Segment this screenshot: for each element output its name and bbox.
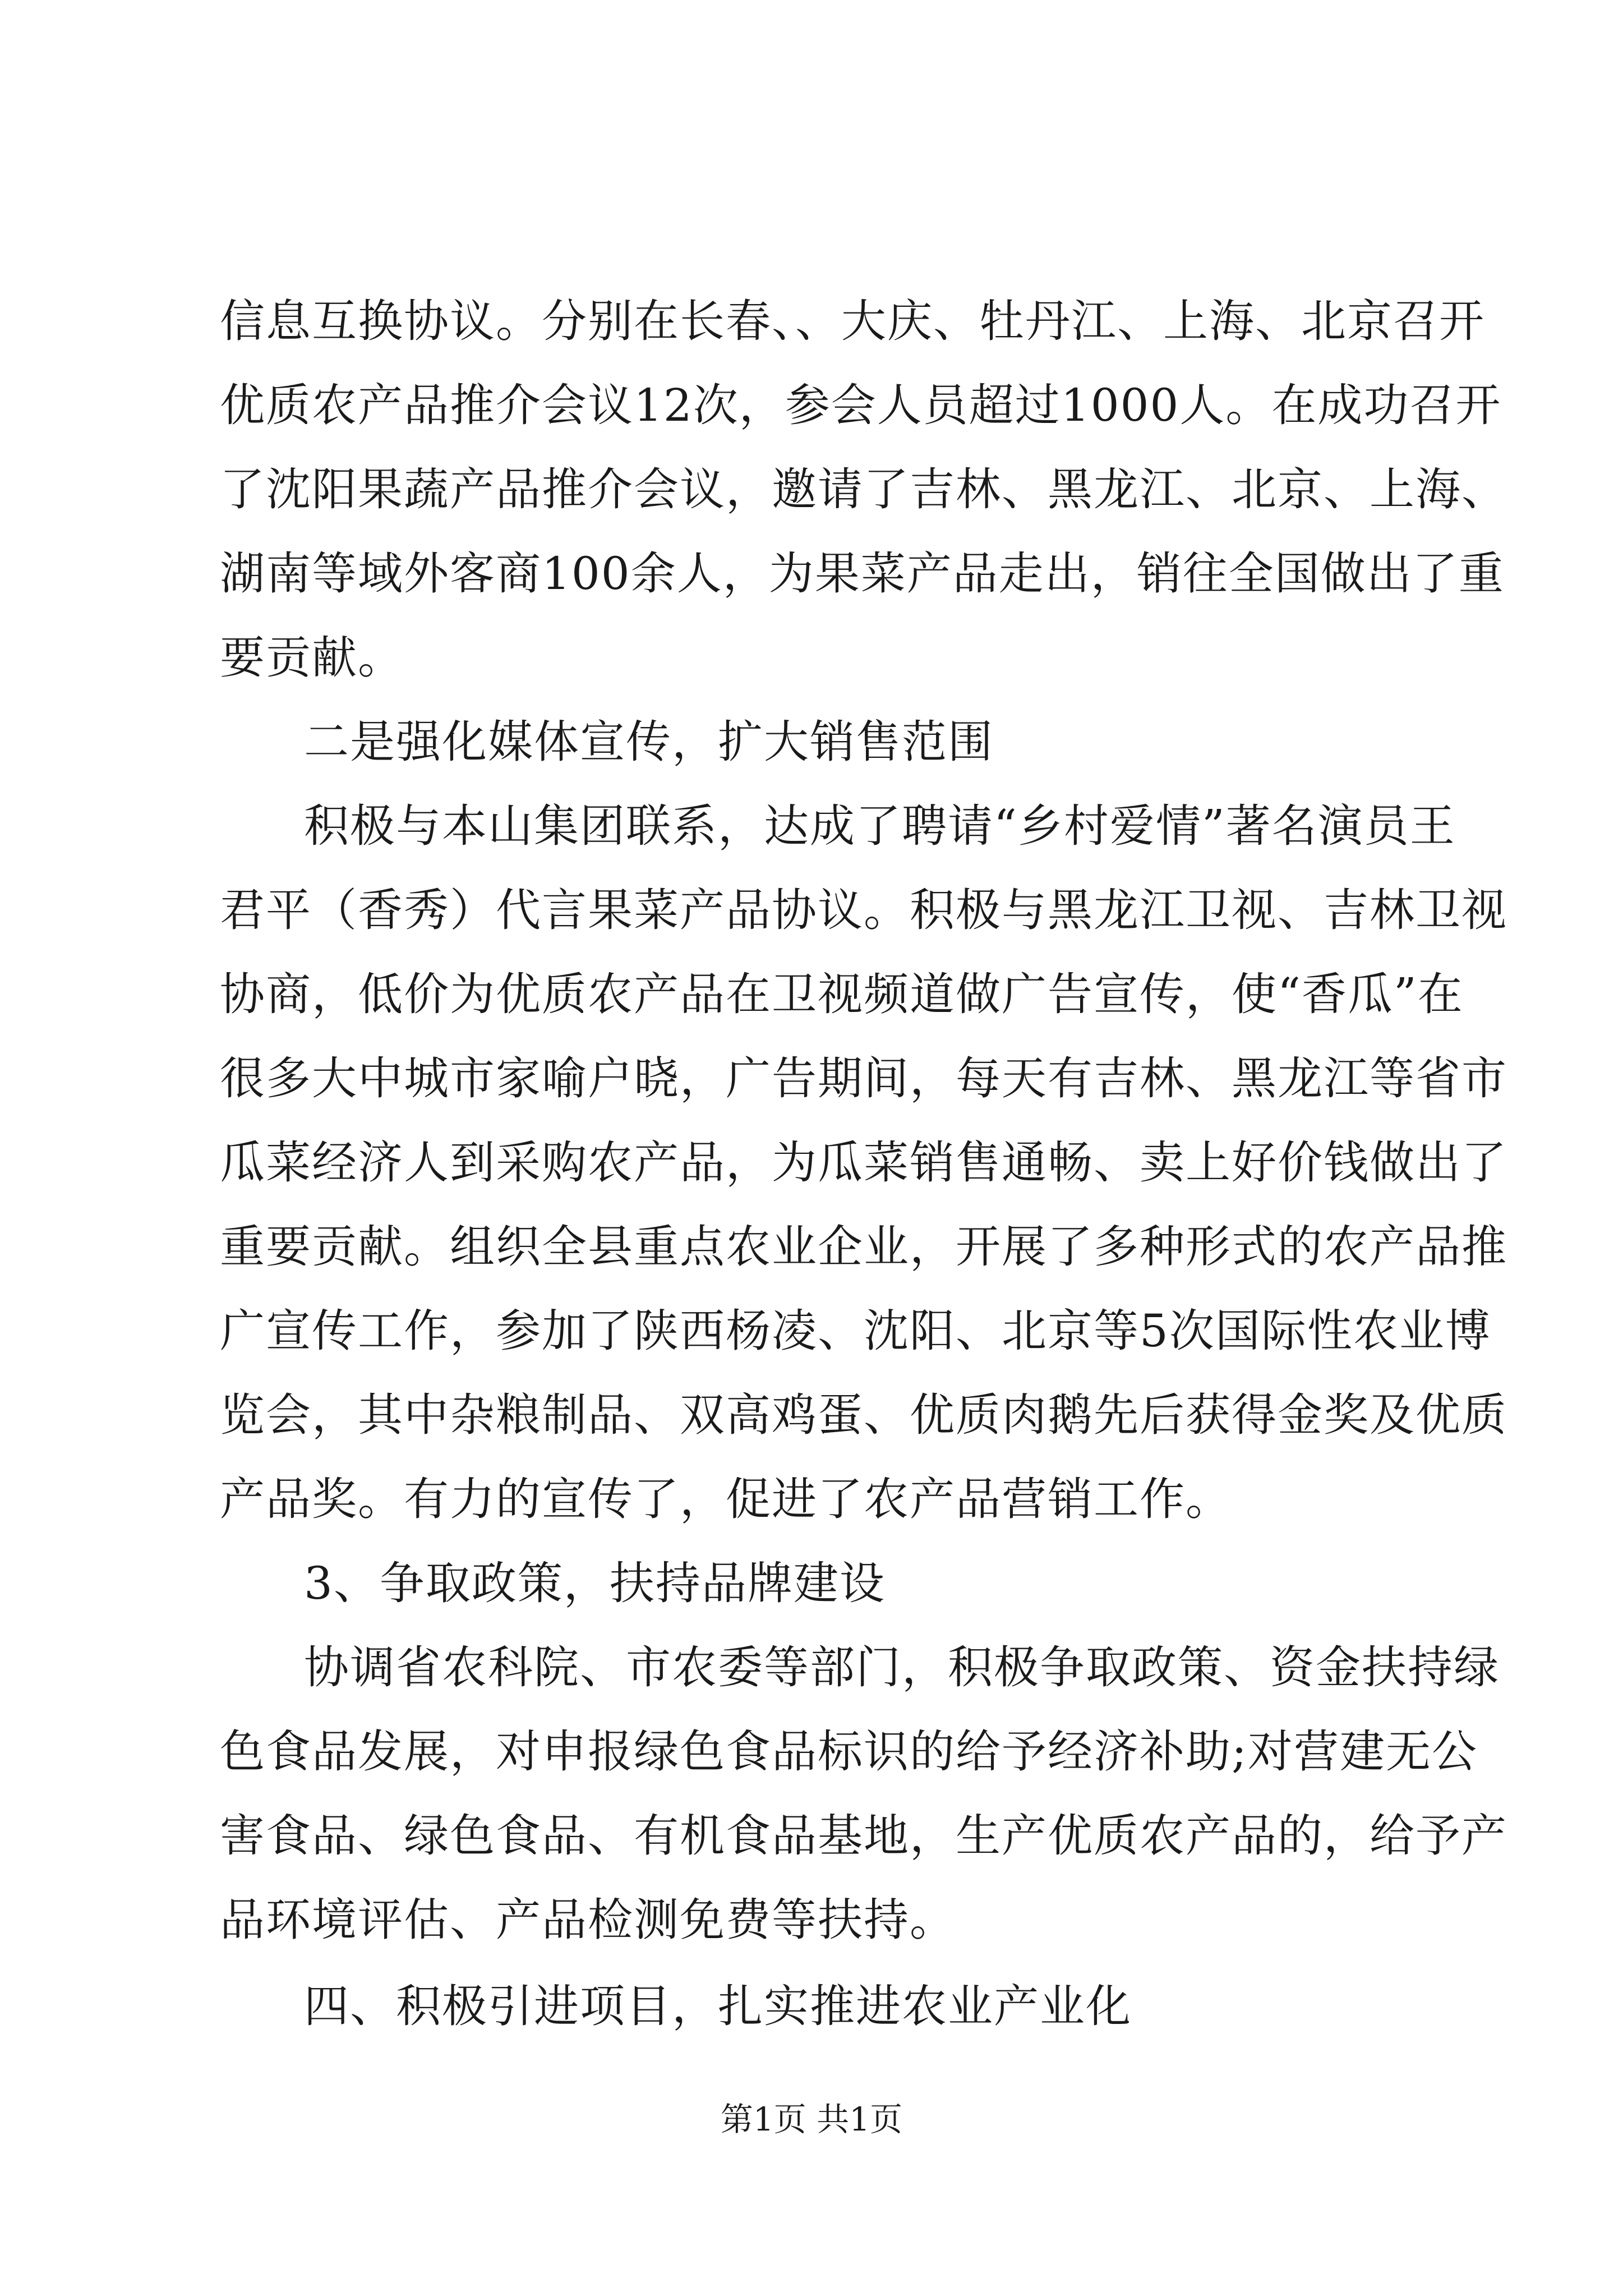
body-text-line: 很多大中城市家喻户晓，广告期间，每天有吉林、黑龙江等省市 [220,1052,1507,1105]
body-text-line: 瓜菜经济人到采购农产品，为瓜菜销售通畅、卖上好价钱做出了 [220,1137,1507,1189]
section-heading: 二是强化媒体宣传，扩大销售范围 [304,716,994,768]
body-text-line: 害食品、绿色食品、有机食品基地，生产优质农产品的，给予产 [220,1810,1507,1862]
body-text-line: 湖南等域外客商100余人，为果菜产品走出，销往全国做出了重 [220,547,1505,600]
body-text-line: 广宣传工作，参加了陕西杨凌、沈阳、北京等5次国际性农业博 [220,1305,1491,1357]
section-heading: 3、争取政策，扶持品牌建设 [304,1557,886,1609]
body-text-line: 了沈阳果蔬产品推介会议，邀请了吉林、黑龙江、北京、上海、 [220,463,1507,516]
body-text-line: 要贡献。 [220,632,404,684]
body-text-line: 产品奖。有力的宣传了，促进了农产品营销工作。 [220,1473,1232,1525]
body-text-line: 协调省农科院、市农委等部门，积极争取政策、资金扶持绿 [304,1641,1500,1694]
body-text-line: 积极与本山集团联系，达成了聘请“乡村爱情”著名演员王 [304,800,1456,852]
body-text-line: 览会，其中杂粮制品、双高鸡蛋、优质肉鹅先后获得金奖及优质 [220,1389,1507,1441]
body-text-line: 色食品发展，对申报绿色食品标识的给予经济补助;对营建无公 [220,1726,1478,1778]
body-text-line: 优质农产品推介会议12次，参会人员超过1000人。在成功召开 [220,379,1502,431]
body-text-line: 信息互换协议。分别在长春、、大庆、牡丹江、上海、北京召开 [220,295,1485,347]
section-heading: 四、积极引进项目，扎实推进农业产业化 [304,1980,1132,2032]
page-footer: 第1页 共1页 [720,2100,903,2138]
body-text-line: 品环境评估、产品检测免费等扶持。 [220,1894,956,1946]
body-text-line: 重要贡献。组织全县重点农业企业，开展了多种形式的农产品推 [220,1221,1507,1273]
body-text-line: 君平（香秀）代言果菜产品协议。积极与黑龙江卫视、吉林卫视 [220,884,1507,936]
body-text-line: 协商，低价为优质农产品在卫视频道做广告宣传，使“香瓜”在 [220,968,1464,1020]
